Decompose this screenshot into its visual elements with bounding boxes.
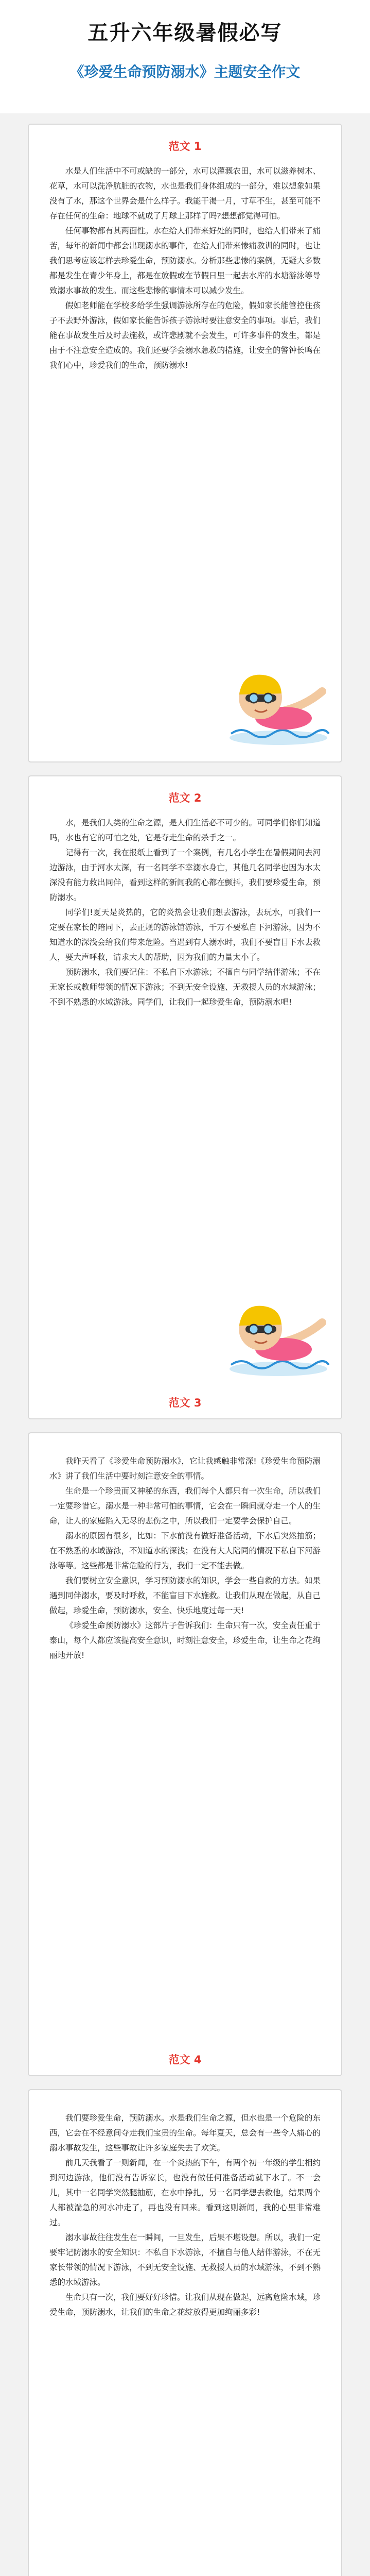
essay-body xyxy=(49,1454,321,1663)
page-subtitle: 《珍爱生命预防溺水》主题安全作文 xyxy=(69,63,301,80)
essay-card-2 xyxy=(28,775,342,1419)
essay-body xyxy=(49,164,321,373)
essay-paragraph: 溺水事故往往发生在一瞬间，一旦发生，后果不堪设想。所以，我们一定要牢记防溺水的安全知识：不私自下水游泳，不擅自与他人结伴游泳，不在无家长带领的情况下游泳，不到无安全设施、无救援人员的水域游泳，不到不熟悉的水域游泳。 xyxy=(49,2233,321,2287)
essay-title: 范文 4 xyxy=(168,2054,202,2066)
page-header xyxy=(0,0,370,113)
essay-paragraph: 水是人们生活中不可或缺的一部分，水可以灌溉农田，水可以滋养树木、花草，水可以洗净肮脏的衣物，水也是我们身体组成的一部分，难以想象如果没有了水，那这个世界会是什么样子。我能干渴一月，寸草不生，甚至可能不存在任何的生命：地球不就成了月球上那样了吗?想想都觉得可怕。 xyxy=(49,166,321,221)
essay-paragraph: 任何事物都有其两面性。水在给人们带来好处的同时，也给人们带来了痛苦，每年的新闻中都会出现溺水的事件，在给人们带来惨痛教训的同时，也让我们思考应该怎样去珍爱生命，预防溺水。分析那些悲惨的案例，无疑大多数都是发生在青少年身上，都是在放假或在节假日里一起去水库的水塘游泳等导致溺水事故的发生。而这些悲惨的事情本可以减少发生。 xyxy=(49,226,321,295)
essay-paragraph: 《珍爱生命预防溺水》这部片子告诉我们：生命只有一次，安全责任重于泰山，每个人都应该提高安全意识，时刻注意安全，珍爱生命，让生命之花绚丽地开放! xyxy=(49,1621,321,1660)
essay-paragraph: 同学们!夏天是炎热的，它的炎热会让我们想去游泳，去玩水，可我们一定要在家长的陪同下，去正规的游泳馆游泳，千万不要私自下河游泳，因为不知道水的深浅会给我们带来危险。当遇到有人溺水时，我们不要盲目下水去救人，要大声呼救，请求大人的帮助，因为我们的力量太小了。 xyxy=(49,908,321,962)
essay-paragraph: 我们要珍爱生命，预防溺水。水是我们生命之源，但水也是一个危险的东西，它会在不经意间夺走我们宝贵的生命。每年夏天，总会有一些令人痛心的溺水事故发生，这些事故让许多家庭失去了欢笑。 xyxy=(49,2113,321,2153)
essay-paragraph: 我昨天看了《珍爱生命预防溺水》，它让我感触非常深!《珍爱生命预防溺水》讲了我们生活中要时刻注意安全的事情。 xyxy=(49,1456,321,1481)
essay-paragraph: 水，是我们人类的生命之源，是人们生活必不可少的。可同学们你们知道吗，水也有它的可怕之处，它是夺走生命的杀手之一。 xyxy=(49,818,321,842)
essay-card-4 xyxy=(28,2089,342,2576)
essay-title: 范文 1 xyxy=(168,140,202,152)
essay-paragraph: 溺水的原因有很多，比如：下水前没有做好准备活动，下水后突然抽筋；在不熟悉的水域游泳，不知道水的深浅；在没有大人陪同的情况下私自下河游泳等等。这些都是非常危险的行为，我们一定不能去做。 xyxy=(49,1531,321,1570)
essay-body xyxy=(49,816,321,1010)
essay-paragraph: 我们要树立安全意识，学习预防溺水的知识，学会一些自救的方法。如果遇到同伴溺水，要及时呼救，不能盲目下水施救。让我们从现在做起，从自己做起，珍爱生命，预防溺水，安全、快乐地度过每一天! xyxy=(49,1576,321,1615)
page-title: 五升六年级暑假必写 xyxy=(87,21,283,45)
essay-card-3 xyxy=(28,1432,342,2076)
essay-paragraph: 记得有一次，我在报纸上看到了一个案例，有几名小学生在暑假期间去河边游泳，由于河水太深，有一名同学不幸溺水身亡，其他几名同学也因为水太深没有能力救出同伴，看到这样的新闻我的心都在颤抖，我们要珍爱生命，预防溺水。 xyxy=(49,848,321,902)
essay-title: 范文 2 xyxy=(168,792,202,804)
essay-paragraph: 预防溺水，我们要记住：不私自下水游泳；不擅自与同学结伴游泳；不在无家长或教师带领的情况下游泳；不到无安全设施、无救援人员的水域游泳；不到不熟悉的水域游泳。同学们，让我们一起珍爱生命，预防溺水吧! xyxy=(49,968,321,1007)
essay-paragraph: 假如老师能在学校多给学生强调游泳所存在的危险，假如家长能管控住孩子不去野外游泳，假如家长能告诉孩子游泳时要注意安全的事项。事后，我们能在事故发生后及时去施救，或许悲剧就不会发生，可许多事件的发生，都是由于不注意安全造成的。我们还要学会溺水急救的措施，让安全的警钟长鸣在我们心中，珍爱我们的生命，预防溺水! xyxy=(49,301,321,370)
swimmer-illustration-icon xyxy=(227,1292,330,1379)
essay-paragraph: 前几天我看了一则新闻，在一个炎热的下午，有两个初一年级的学生相约到河边游泳，他们没有告诉家长，也没有做任何准备活动就下水了。不一会儿，其中一名同学突然腿抽筋，在水中挣扎，另一名同学想去救他，结果两个人都被湍急的河水冲走了，再也没有回来。看到这则新闻，我的心里非常难过。 xyxy=(49,2158,321,2227)
swimmer-illustration-icon xyxy=(227,660,330,748)
essay-paragraph: 生命是一个珍贵而又神秘的东西，我们每个人都只有一次生命，所以我们一定要珍惜它。溺水是一种非常可怕的事情，它会在一瞬间就夺走一个人的生命，让人的家庭陷入无尽的悲伤之中，所以我们一定要学会保护自己。 xyxy=(49,1486,321,1526)
essay-card-1 xyxy=(28,124,342,762)
essay-paragraph: 生命只有一次，我们要好好珍惜。让我们从现在做起，远离危险水域，珍爱生命，预防溺水，让我们的生命之花绽放得更加绚丽多彩! xyxy=(49,2293,321,2317)
essay-title: 范文 3 xyxy=(168,1397,202,1409)
essay-body xyxy=(49,2111,321,2320)
